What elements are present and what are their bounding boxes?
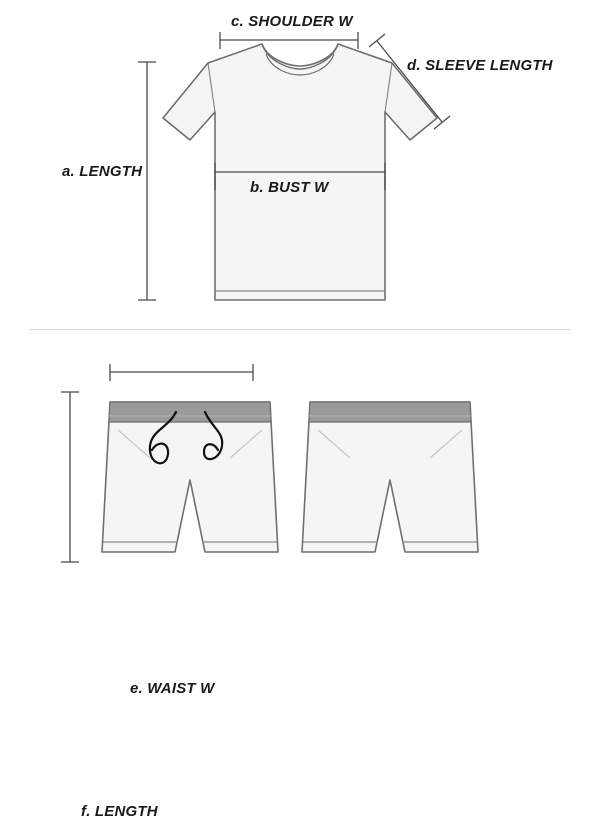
label-shoulder-width: c. SHOULDER W	[231, 13, 353, 30]
dimension-shorts-length	[61, 392, 79, 562]
label-body-length: a. LENGTH	[62, 163, 143, 180]
dimension-length	[138, 62, 156, 300]
dimension-waist	[110, 364, 253, 381]
tshirt-panel	[0, 0, 600, 330]
label-waist-width: e. WAIST W	[130, 680, 215, 697]
shorts-back	[302, 402, 478, 552]
label-bust-width: b. BUST W	[250, 179, 329, 196]
shorts-front	[102, 402, 278, 552]
shorts-panel	[0, 330, 600, 820]
shorts-illustration	[0, 330, 600, 600]
label-shorts-length: f. LENGTH	[81, 803, 158, 820]
label-sleeve-length: d. SLEEVE LENGTH	[407, 57, 553, 74]
